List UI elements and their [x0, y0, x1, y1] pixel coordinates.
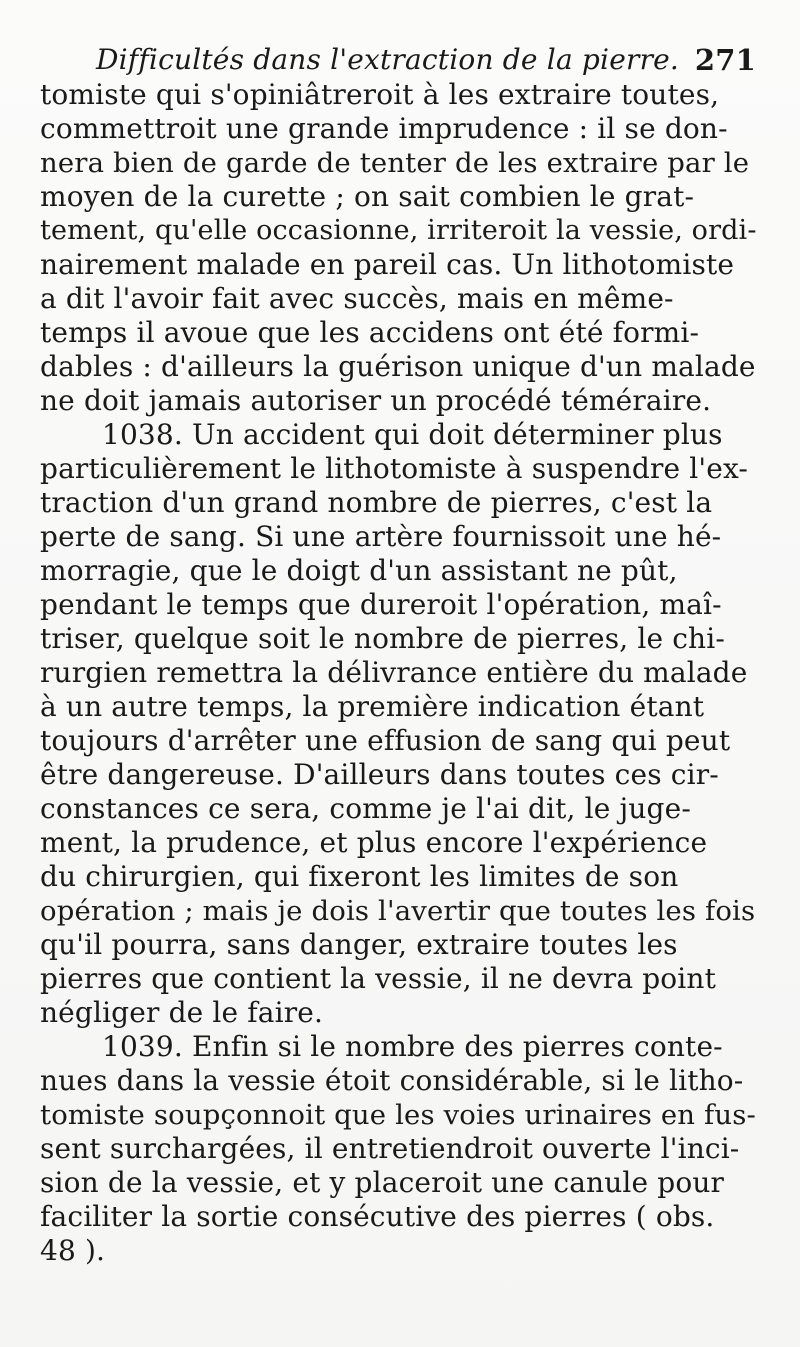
text-line: particulièrement le lithotomiste à suspendre l'ex-	[40, 452, 749, 485]
text-line: a dit l'avoir fait avec succès, mais en même-	[40, 282, 674, 315]
text-line: temps il avoue que les accidens ont été formi-	[40, 316, 700, 349]
text-line: constances ce sera, comme je l'ai dit, le juge-	[40, 792, 691, 825]
text-line: tomiste soupçonnoit que les voies urinaires en fus-	[40, 1099, 756, 1131]
text-line: nairement malade en pareil cas. Un lithotomiste	[40, 248, 735, 281]
text-line: ment, la prudence, et plus encore l'expérience	[40, 826, 708, 859]
paragraph-1039-first-line: 1039. Enfin si le nombre des pierres conte-	[102, 1030, 723, 1063]
text-line: qu'il pourra, sans danger, extraire toutes les	[40, 928, 678, 961]
text-line: négliger de le faire.	[40, 996, 324, 1029]
text-line: nera bien de garde de tenter de les extraire par le	[40, 147, 750, 179]
text-line: à un autre temps, la première indication étant	[40, 690, 705, 723]
text-line: morragie, que le doigt d'un assistant ne pût,	[40, 554, 678, 587]
text-line: sion de la vessie, et y placeroit une canule pour	[40, 1166, 725, 1199]
text-line: sent surchargées, il entretiendroit ouverte l'inci-	[40, 1132, 740, 1165]
text-line: triser, quelque soit le nombre de pierres, le chi-	[40, 622, 725, 655]
text-line: être dangereuse. D'ailleurs dans toutes ces cir-	[40, 758, 719, 791]
text-line: faciliter la sortie consécutive des pierres ( obs.	[40, 1200, 715, 1233]
paragraph-1038-first-line: 1038. Un accident qui doit déterminer plus	[102, 418, 723, 451]
text-line: perte de sang. Si une artère fournissoit une hé-	[40, 520, 722, 553]
header-title: Difficultés dans l'extraction de la pierre.	[96, 43, 680, 76]
text-line: nues dans la vessie étoit considérable, si le litho-	[40, 1064, 744, 1097]
text-line: toujours d'arrêter une effusion de sang qui peut	[40, 724, 731, 757]
text-line: pierres que contient la vessie, il ne devra point	[40, 962, 717, 995]
text-line: du chirurgien, qui fixeront les limites de son	[40, 860, 679, 893]
body-text	[40, 78, 760, 1318]
text-line: rurgien remettra la délivrance entière du malade	[40, 656, 748, 689]
text-line: tement, qu'elle occasionne, irriteroit la vessie, ordi-	[40, 215, 757, 246]
text-line: pendant le temps que dureroit l'opération, maî-	[40, 588, 722, 621]
page-number: 271	[694, 43, 756, 77]
text-line: commettroit une grande imprudence : il se don-	[40, 112, 728, 145]
text-line: ne doit jamais autoriser un procédé téméraire.	[40, 384, 712, 417]
text-line: dables : d'ailleurs la guérison unique d'un malade	[40, 350, 756, 383]
text-line: tomiste qui s'opiniâtreroit à les extraire toutes,	[40, 78, 720, 111]
text-line: moyen de la curette ; on sait combien le grat-	[40, 180, 695, 213]
text-line: opération ; mais je dois l'avertir que toutes les fois	[40, 895, 756, 927]
text-line: 48 ).	[40, 1234, 106, 1267]
text-line: traction d'un grand nombre de pierres, c'est la	[40, 486, 713, 519]
